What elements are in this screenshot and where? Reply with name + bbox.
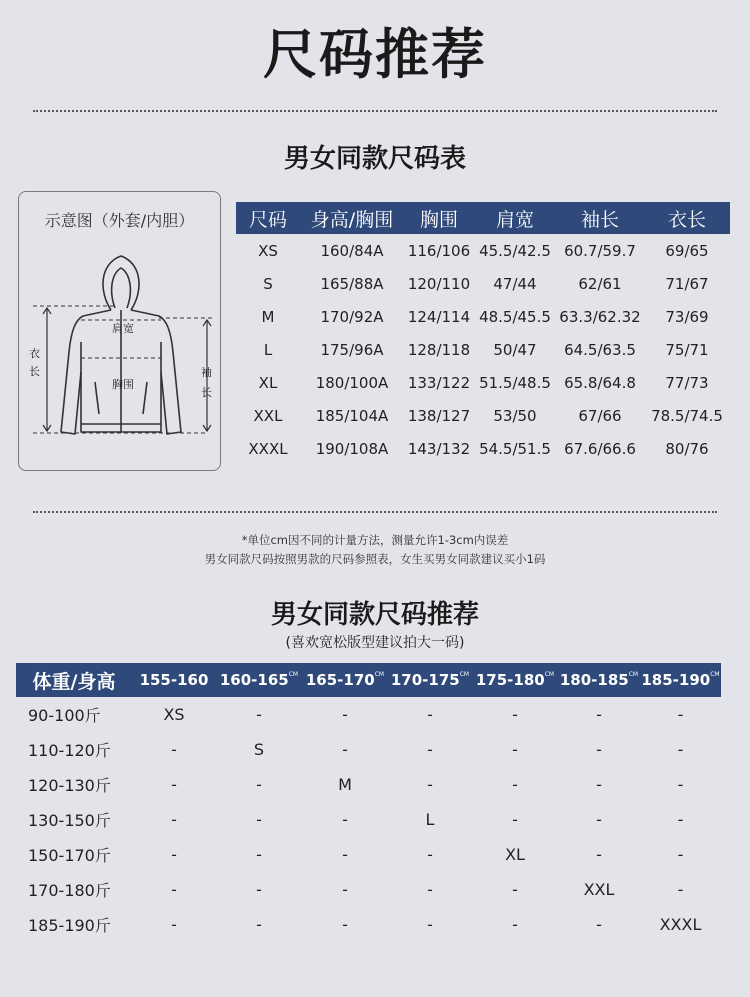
weight-cell: 170-180斤 <box>28 881 111 900</box>
table-row <box>236 234 730 267</box>
recommendation-table <box>16 663 721 942</box>
size-cell: - <box>677 775 684 794</box>
size-cell: - <box>596 845 602 864</box>
size-cell: - <box>677 810 684 829</box>
unit-label: CM <box>544 671 555 678</box>
table-row <box>236 432 730 465</box>
note-line-2: 男女同款尺码按照男款的尺码参照表，女生买男女同款建议买小1码 <box>204 552 546 566</box>
size-cell: - <box>342 915 348 934</box>
size-cell: - <box>256 705 262 724</box>
table-cell: 54.5/51.5 <box>479 439 551 458</box>
size-cell: XXL <box>583 880 615 899</box>
size-cell: - <box>256 845 262 864</box>
header-height-range: $165-170^{CM}$ <box>302 663 388 697</box>
header-sleeve: 袖长 <box>556 202 644 234</box>
size-cell: XS <box>163 705 185 724</box>
table-row <box>16 837 721 872</box>
recommendation-header-row <box>16 663 721 697</box>
table-cell: 53/50 <box>493 406 537 425</box>
size-cell: - <box>171 810 177 829</box>
table-cell: 60.7/59.7 <box>564 241 636 260</box>
chest-label: 胸围 <box>112 378 134 391</box>
table-cell: 45.5/42.5 <box>479 241 551 260</box>
table-row <box>236 267 730 300</box>
header-height-range: $185-190^{CM}$ <box>640 663 721 697</box>
size-cell: - <box>342 705 348 724</box>
size-cell: - <box>596 740 602 759</box>
table-cell: 69/65 <box>665 241 709 260</box>
table-row <box>236 366 730 399</box>
size-cell: - <box>677 845 684 864</box>
size-cell: L <box>425 810 435 829</box>
sleeve-label-1: 袖 <box>201 366 212 379</box>
sleeve-label-2: 长 <box>201 386 212 399</box>
weight-cell: 185-190斤 <box>28 916 111 935</box>
table-cell: 78.5/74.5 <box>651 406 723 425</box>
size-cell: XL <box>505 845 525 864</box>
size-cell: M <box>338 775 352 794</box>
size-cell: - <box>427 845 433 864</box>
size-chart-header-row <box>236 202 730 234</box>
table-cell: 116/106 <box>407 241 471 260</box>
weight-cell: 130-150斤 <box>28 811 111 830</box>
divider <box>33 511 717 513</box>
size-cell: - <box>171 740 177 759</box>
header-height-range: $180-185^{CM}$ <box>558 663 640 697</box>
recommendation-title: 男女同款尺码推荐 <box>270 600 479 630</box>
table-cell: 175/96A <box>320 340 384 359</box>
size-chart-title: 男女同款尺码表 <box>283 144 466 174</box>
unit-label: CM <box>628 671 639 678</box>
jacket-diagram <box>18 191 221 471</box>
weight-cell: 90-100斤 <box>28 706 101 725</box>
table-cell: 190/108A <box>315 439 389 458</box>
table-row <box>16 697 721 732</box>
size-cell: - <box>171 845 177 864</box>
size-cell: - <box>596 775 602 794</box>
size-cell: - <box>256 810 262 829</box>
header-height-range: $160-165^{CM}$ <box>216 663 302 697</box>
weight-cell: 120-130斤 <box>28 776 111 795</box>
table-cell: 51.5/48.5 <box>479 373 551 392</box>
size-cell: - <box>512 740 518 759</box>
table-cell: 165/88A <box>320 274 384 293</box>
table-row <box>16 767 721 802</box>
size-cell: - <box>512 775 518 794</box>
size-cell: S <box>253 740 265 759</box>
table-cell: 170/92A <box>320 307 384 326</box>
table-cell: S <box>263 274 273 293</box>
size-cell: - <box>427 740 433 759</box>
table-cell: 67.6/66.6 <box>564 439 636 458</box>
table-cell: 67/66 <box>578 406 622 425</box>
size-cell: - <box>596 705 602 724</box>
size-cell: - <box>677 705 684 724</box>
length-label-1: 衣 <box>29 347 40 360</box>
size-cell: - <box>342 880 348 899</box>
size-cell: - <box>512 810 518 829</box>
size-cell: - <box>512 915 518 934</box>
jacket-outline-icon <box>19 192 222 472</box>
header-weight-height: 体重/身高 <box>16 663 132 697</box>
page-title: 尺码推荐 <box>263 23 487 86</box>
table-cell: 80/76 <box>665 439 709 458</box>
table-cell: XXL <box>253 406 283 425</box>
size-chart-table <box>236 202 730 465</box>
table-cell: 138/127 <box>407 406 471 425</box>
size-cell: - <box>677 740 684 759</box>
table-row <box>16 872 721 907</box>
header-size: 尺码 <box>236 202 300 234</box>
size-cell: - <box>256 915 262 934</box>
header-shoulder: 肩宽 <box>474 202 556 234</box>
header-length: 衣长 <box>644 202 730 234</box>
recommendation-subtitle: (喜欢宽松版型建议拍大一码) <box>285 635 465 651</box>
header-height-range: $175-180^{CM}$ <box>472 663 558 697</box>
length-label-2: 长 <box>29 365 40 378</box>
diagram-caption: 示意图（外套/内胆） <box>44 211 195 230</box>
size-cell: - <box>171 915 177 934</box>
header-height-chest: 身高/胸围 <box>300 202 404 234</box>
table-cell: 48.5/45.5 <box>479 307 551 326</box>
divider <box>33 110 717 112</box>
size-cell: - <box>512 705 518 724</box>
size-cell: - <box>342 845 348 864</box>
unit-label: CM <box>710 671 720 678</box>
weight-cell: 150-170斤 <box>28 846 111 865</box>
table-cell: 62/61 <box>578 274 622 293</box>
table-cell: 124/114 <box>407 307 471 326</box>
table-cell: XS <box>258 241 278 260</box>
unit-label: CM <box>288 671 299 678</box>
header-chest: 胸围 <box>404 202 474 234</box>
table-cell: 75/71 <box>665 340 709 359</box>
size-cell: XXXL <box>659 915 702 934</box>
table-cell: 128/118 <box>407 340 471 359</box>
shoulder-label: 肩宽 <box>112 322 134 335</box>
table-row <box>16 732 721 767</box>
table-row <box>236 300 730 333</box>
size-cell: - <box>427 705 433 724</box>
table-cell: 73/69 <box>665 307 709 326</box>
size-cell: - <box>256 880 262 899</box>
size-cell: - <box>677 880 684 899</box>
header-height-range: $170-175^{CM}$ <box>388 663 472 697</box>
size-cell: - <box>427 880 433 899</box>
table-cell: 64.5/63.5 <box>564 340 636 359</box>
size-cell: - <box>256 775 262 794</box>
table-cell: 185/104A <box>315 406 389 425</box>
size-cell: - <box>596 915 602 934</box>
table-row <box>16 907 721 942</box>
table-cell: XXXL <box>248 439 288 458</box>
table-row <box>236 399 730 432</box>
table-cell: 63.3/62.32 <box>559 307 641 326</box>
header-height-range: 155-160 <box>132 663 216 697</box>
table-row <box>236 333 730 366</box>
table-cell: 133/122 <box>407 373 471 392</box>
size-cell: - <box>596 810 602 829</box>
unit-label: CM <box>459 671 470 678</box>
table-cell: 77/73 <box>665 373 709 392</box>
table-cell: XL <box>258 373 278 392</box>
size-cell: - <box>171 775 177 794</box>
table-cell: 47/44 <box>493 274 537 293</box>
table-cell: 71/67 <box>665 274 709 293</box>
size-cell: - <box>427 775 433 794</box>
table-cell: 65.8/64.8 <box>564 373 636 392</box>
size-cell: - <box>427 915 433 934</box>
size-cell: - <box>342 740 348 759</box>
table-cell: 160/84A <box>320 241 384 260</box>
size-cell: - <box>342 810 348 829</box>
table-cell: 180/100A <box>315 373 389 392</box>
table-cell: 120/110 <box>407 274 471 293</box>
weight-cell: 110-120斤 <box>28 741 111 760</box>
size-cell: - <box>512 880 518 899</box>
size-cell: - <box>171 880 177 899</box>
table-row <box>16 802 721 837</box>
table-cell: 50/47 <box>493 340 537 359</box>
table-cell: 143/132 <box>407 439 471 458</box>
note-line-1: *单位cm因不同的计量方法，测量允许1-3cm内误差 <box>241 533 509 547</box>
table-cell: L <box>263 340 273 359</box>
unit-label: CM <box>374 671 385 678</box>
table-cell: M <box>261 307 275 326</box>
